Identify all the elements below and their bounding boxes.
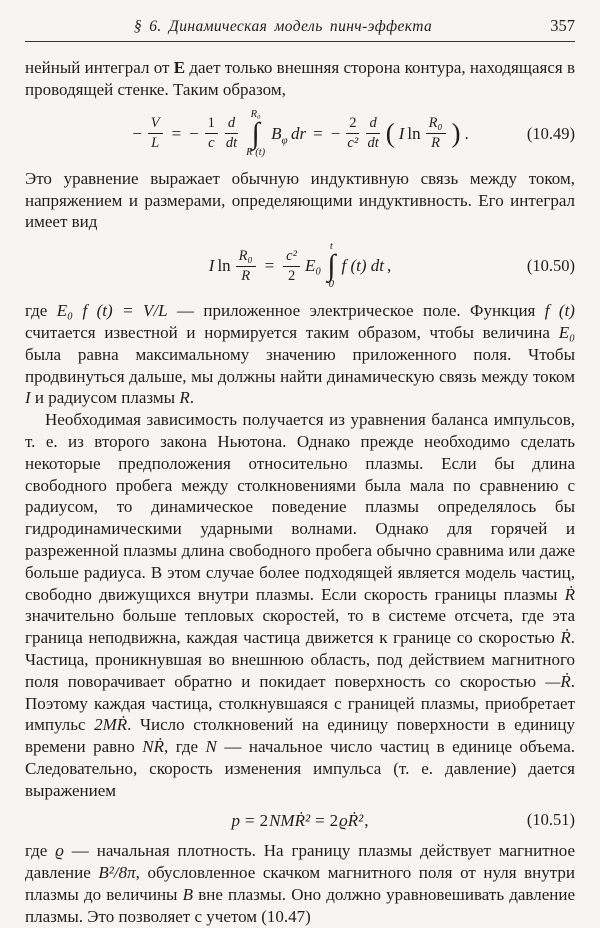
minus-sign: −: [329, 123, 342, 143]
text-segment: где: [25, 841, 56, 861]
equation-number: (10.51): [526, 810, 575, 830]
punctuation: ,: [386, 256, 392, 276]
open-paren: (: [385, 118, 395, 149]
text-segment: Это уравнение выражает обычную индуктивную связь между током, напряжением и размерами, определяющими индуктивность. Его интеграл имеет вид: [25, 168, 575, 232]
equals-sign: =: [171, 123, 182, 143]
text-segment: — приложенное электрическое поле. Функция: [167, 301, 545, 321]
minus-sign: −: [131, 123, 143, 143]
fraction: $\frac{\text{R₀}}{R}$: [236, 248, 256, 284]
fraction: $\frac{1}{c}$: [205, 115, 218, 151]
text-segment: , где: [163, 737, 206, 757]
paragraph: [25, 57, 575, 101]
equation-number: (10.49): [526, 123, 575, 143]
text-segment: E₀ f (t) = V/L: [56, 301, 168, 321]
page-header: [25, 16, 575, 36]
text-segment: Необходимая зависимость получается из уравнения баланса импульсов, т. е. из второго закона Ньютона. Однако прежде необходимо сделать некоторые предположения относительно плазмы. Если бы длина свободного пробега между столкновениями была мала по сравнению с радиусом, то динамическое поведение плазмы определялось бы гидродинамическими ударными волнами. Однако для горячей и разреженной плазмы длина свободного пробега обычно сравнима или даже больше радиуса. В этом случае более подходящей является модель частиц, свободно движущихся внутри плазмы. Если скорость границы плазмы: [25, 410, 575, 604]
equation-number: (10.50): [526, 256, 575, 276]
text-segment: 2MṘ: [94, 715, 128, 735]
term: ϱṘ²: [339, 810, 364, 830]
close-paren: ): [451, 118, 461, 149]
text-segment: нейный интеграл от: [25, 58, 174, 77]
current-variable: I: [208, 256, 215, 276]
equation-body: [131, 109, 469, 159]
paragraph: [25, 168, 575, 233]
text-segment: ϱ: [55, 841, 64, 861]
integral: R₀ ∫ R (t): [246, 108, 266, 158]
coefficient: 2: [329, 810, 339, 830]
text-segment: —Ṙ: [545, 671, 571, 691]
ln-operator: ln: [217, 256, 231, 276]
text-segment: B: [182, 884, 194, 904]
text-segment: — начальная плотность. На границу плазмы действует магнитное давление: [25, 841, 575, 883]
integrand: f (t) dt: [341, 256, 384, 276]
equation-body: [209, 241, 391, 291]
equals-sign: =: [315, 810, 325, 830]
text-segment: .: [189, 388, 194, 408]
field-amplitude: E₀: [304, 256, 322, 276]
text-segment: . Поэтому каждая частица, столкнувшаяся с границей плазмы, приобретает импульс: [25, 671, 575, 735]
text-segment: значительно больше тепловых скоростей, то в системе отсчета, где эта граница неподвижна, каждая частица движется к границе со скоростью: [25, 606, 575, 648]
ln-operator: ln: [407, 123, 421, 143]
text-segment: Ṙ: [560, 628, 571, 648]
derivative-operator: $\frac{d}{dt}$: [367, 115, 379, 152]
text-segment: B²/8π: [98, 863, 136, 883]
running-head-title: § 6. Динамическая модель пинч-эффекта: [133, 18, 433, 35]
pressure-variable: p: [231, 810, 240, 830]
fraction: $\frac{2}{\text{c²}}$: [347, 115, 359, 152]
text-segment: где: [25, 301, 57, 321]
text-segment: Ṙ: [564, 584, 575, 604]
equals-sign: =: [313, 123, 323, 143]
equation-10-50: [25, 241, 575, 291]
header-rule: [25, 41, 575, 42]
text-segment: вне плазмы. Оно должно уравновешивать давление плазмы. Это позволяет с учетом (10.47): [25, 884, 576, 926]
fraction: $\frac{V}{L}$: [148, 115, 163, 151]
punctuation: ,: [364, 810, 369, 830]
text-segment: E₀: [558, 323, 575, 343]
coefficient: 2: [259, 810, 269, 830]
text-segment: NṘ: [142, 737, 164, 757]
equation-10-51: [25, 810, 575, 832]
text-segment: дает только внешняя сторона контура, находящаяся в проводящей стенке. Таким образом,: [25, 58, 575, 99]
punctuation: .: [464, 123, 469, 143]
text-segment: . Частица, проникнувшая во внешнюю область, под действием магнитного поля поворачивает обратно и покидает поверхность со скоростью: [25, 628, 575, 691]
text-segment: — начальное число частиц в единице объема. Следовательно, скорость изменения импульса (т. е. давление) дается выражением: [25, 737, 575, 800]
current-variable: I: [398, 123, 405, 143]
equals-sign: =: [244, 810, 255, 830]
text-segment: E: [173, 58, 186, 77]
text-segment: считается известной и нормируется таким образом, чтобы величина: [25, 323, 559, 343]
fraction: $\frac{\text{R₀}}{R}$: [426, 115, 446, 151]
page-number: 357: [550, 16, 575, 35]
text-segment: была равна максимальному значению приложенного поля. Чтобы продвинуться дальше, мы должны найти динамическую связь между током: [25, 344, 575, 386]
paragraph: [25, 300, 575, 409]
text-segment: I: [25, 388, 31, 408]
integral-sign: ∫: [251, 116, 260, 150]
text-segment: R: [179, 388, 190, 408]
page-body: [25, 57, 575, 928]
text-segment: , обусловленное скачком магнитного поля от нуля внутри плазмы до величины: [25, 863, 575, 904]
integrand: $B_\varphi$ dr: [271, 123, 307, 147]
derivative-operator: $\frac{d}{dt}$: [225, 115, 238, 152]
integral-sign: ∫: [327, 249, 336, 283]
paragraph: [25, 840, 575, 927]
text-segment: и радиусом плазмы: [30, 388, 180, 408]
text-segment: f (t): [544, 301, 575, 321]
fraction: $\frac{\text{c²}}{2}$: [283, 248, 300, 284]
equals-sign: =: [264, 256, 275, 276]
equation-body: [231, 810, 368, 832]
paragraph: [25, 409, 575, 801]
integral: t ∫ 0: [327, 241, 336, 291]
minus-sign: −: [188, 123, 200, 143]
text-segment: . Число столкновений на единицу поверхности в единицу времени равно: [25, 715, 575, 757]
equation-10-49: [25, 109, 575, 159]
text-segment: N: [205, 737, 217, 757]
term: NMṘ²: [269, 810, 311, 830]
